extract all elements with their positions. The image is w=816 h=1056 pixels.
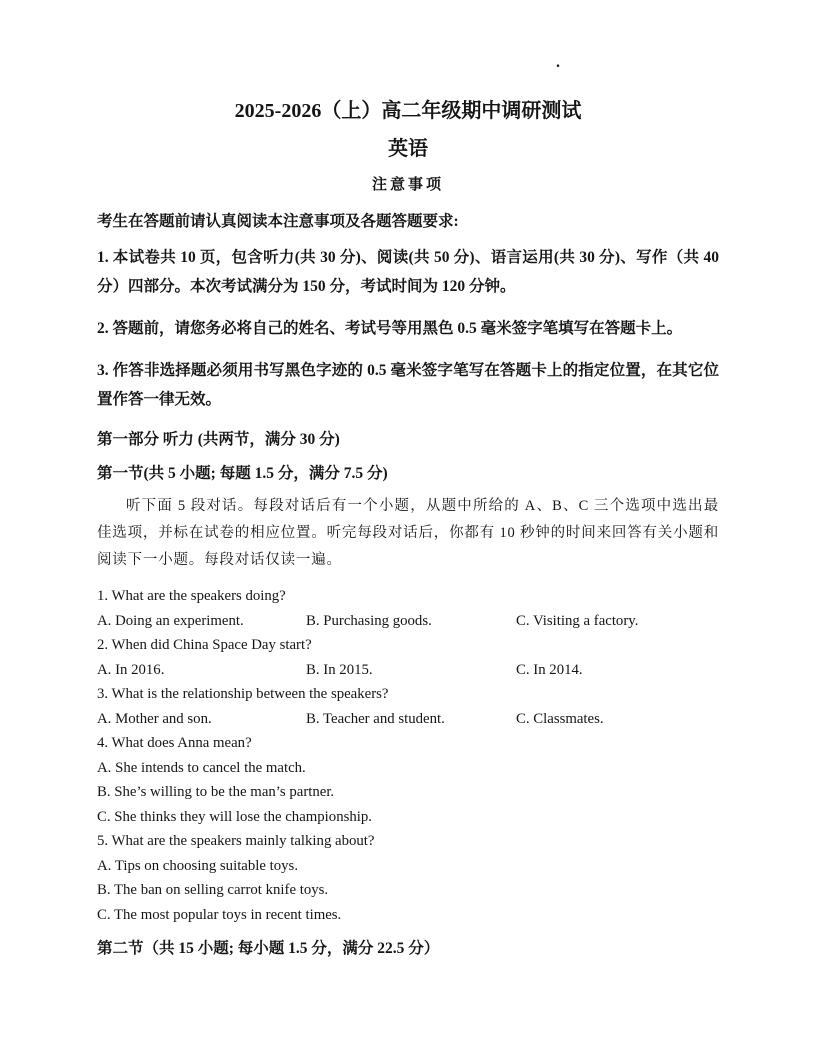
question-1-option-a: A. Doing an experiment. <box>97 612 244 629</box>
notice-item-1: 1. 本试卷共 10 页，包含听力(共 30 分)、阅读(共 50 分)、语言运用(共 30 分)、写作（共 40 分）四部分。本次考试满分为 150 分，考试时间为 120 分钟。 <box>97 249 719 295</box>
section2-heading: 第二节（共 15 小题; 每小题 1.5 分，满分 22.5 分） <box>97 940 440 957</box>
stray-dot-mark: . <box>556 54 560 71</box>
exam-title: 2025-2026（上）高二年级期中调研测试 <box>234 100 582 122</box>
notice-heading: 注意事项 <box>371 177 444 193</box>
question-1-options <box>97 609 719 634</box>
question-2-stem: 2. When did China Space Day start? <box>97 637 312 653</box>
question-2-option-b: B. In 2015. <box>306 661 373 678</box>
notice-item-3: 3. 作答非选择题必须用书写黑色字迹的 0.5 毫米签字笔写在答题卡上的指定位置，在其它位置作答一律无效。 <box>97 362 719 408</box>
question-5-stem: 5. What are the speakers mainly talking about? <box>97 833 375 849</box>
question-1-option-c: C. Visiting a factory. <box>516 612 639 629</box>
question-1-stem: 1. What are the speakers doing? <box>97 588 286 604</box>
question-1-option-b: B. Purchasing goods. <box>306 612 432 629</box>
question-3-option-a: A. Mother and son. <box>97 710 212 727</box>
question-2-option-a: A. In 2016. <box>97 661 165 678</box>
question-2-options <box>97 658 719 683</box>
question-4 <box>97 731 719 829</box>
question-3-option-c: C. Classmates. <box>516 710 604 727</box>
question-4-stem: 4. What does Anna mean? <box>97 735 252 751</box>
section1-heading: 第一节(共 5 小题; 每题 1.5 分，满分 7.5 分) <box>97 465 388 482</box>
exam-subject: 英语 <box>388 138 428 160</box>
question-3-option-b: B. Teacher and student. <box>306 710 445 727</box>
question-4-option-b: B. She’s willing to be the man’s partner. <box>97 784 335 800</box>
notice-intro: 考生在答题前请认真阅读本注意事项及各题答题要求: <box>97 213 459 230</box>
question-3-options <box>97 707 719 732</box>
question-3 <box>97 682 719 731</box>
question-5-option-a: A. Tips on choosing suitable toys. <box>97 857 299 874</box>
question-5-option-c: C. The most popular toys in recent times. <box>97 906 342 923</box>
question-3-stem: 3. What is the relationship between the speakers? <box>97 686 389 702</box>
question-2-option-c: C. In 2014. <box>516 661 583 678</box>
part1-heading: 第一部分 听力 (共两节，满分 30 分) <box>97 431 340 448</box>
question-5-option-b: B. The ban on selling carrot knife toys. <box>97 882 329 898</box>
question-5 <box>97 829 719 927</box>
notice-item-2: 2. 答题前，请您务必将自己的姓名、考试号等用黑色 0.5 毫米签字笔填写在答题卡上。 <box>97 320 683 337</box>
question-4-option-a: A. She intends to cancel the match. <box>97 759 306 776</box>
listening-instructions: 听下面 5 段对话。每段对话后有一个小题，从题中所给的 A、B、C 三个选项中选出最佳选项，并标在试卷的相应位置。听完每段对话后，你都有 10 秒钟的时间来回答有关小题和阅读下一小题。每段对话仅读一遍。 <box>97 498 719 568</box>
question-4-option-c: C. She thinks they will lose the championship. <box>97 808 372 825</box>
question-1 <box>97 584 719 633</box>
question-2 <box>97 633 719 682</box>
